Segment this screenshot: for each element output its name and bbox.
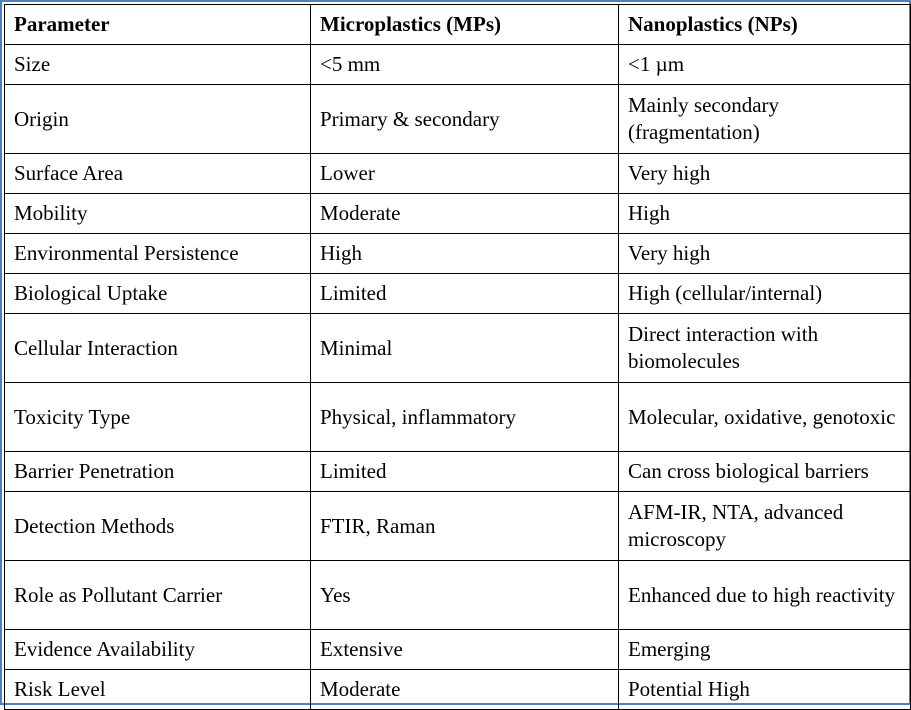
nanoplastics-cell: Mainly secondary (fragmentation)	[619, 85, 911, 154]
parameter-cell: Biological Uptake	[5, 274, 311, 314]
parameter-cell: Risk Level	[5, 670, 311, 710]
parameter-cell: Evidence Availability	[5, 630, 311, 670]
nanoplastics-cell: Can cross biological barriers	[619, 452, 911, 492]
parameter-cell: Environmental Persistence	[5, 234, 311, 274]
nanoplastics-cell: AFM-IR, NTA, advanced microscopy	[619, 492, 911, 561]
nanoplastics-cell: Very high	[619, 154, 911, 194]
table-row	[5, 194, 911, 234]
parameter-cell: Barrier Penetration	[5, 452, 311, 492]
parameter-cell: Toxicity Type	[5, 383, 311, 452]
microplastics-cell: Lower	[311, 154, 619, 194]
parameter-cell: Detection Methods	[5, 492, 311, 561]
table-row	[5, 383, 911, 452]
microplastics-cell: Physical, inflammatory	[311, 383, 619, 452]
header-parameter: Parameter	[5, 5, 311, 45]
parameter-cell: Origin	[5, 85, 311, 154]
parameter-cell: Role as Pollutant Carrier	[5, 561, 311, 630]
header-nanoplastics: Nanoplastics (NPs)	[619, 5, 911, 45]
microplastics-cell: Extensive	[311, 630, 619, 670]
parameter-cell: Size	[5, 45, 311, 85]
table-row	[5, 314, 911, 383]
microplastics-cell: Minimal	[311, 314, 619, 383]
header-row	[5, 5, 911, 45]
table-row	[5, 45, 911, 85]
table-row	[5, 452, 911, 492]
microplastics-cell: Yes	[311, 561, 619, 630]
microplastics-cell: <5 mm	[311, 45, 619, 85]
table-row	[5, 561, 911, 630]
nanoplastics-cell: Enhanced due to high reactivity	[619, 561, 911, 630]
parameter-cell: Surface Area	[5, 154, 311, 194]
microplastics-cell: Limited	[311, 452, 619, 492]
microplastics-cell: FTIR, Raman	[311, 492, 619, 561]
table-row	[5, 85, 911, 154]
table-row	[5, 492, 911, 561]
table-row	[5, 670, 911, 710]
header-microplastics: Microplastics (MPs)	[311, 5, 619, 45]
microplastics-cell: Moderate	[311, 194, 619, 234]
table-row	[5, 630, 911, 670]
microplastics-cell: Moderate	[311, 670, 619, 710]
table-row	[5, 234, 911, 274]
comparison-table	[4, 4, 911, 710]
nanoplastics-cell: High (cellular/internal)	[619, 274, 911, 314]
nanoplastics-cell: Direct interaction with biomolecules	[619, 314, 911, 383]
nanoplastics-cell: Very high	[619, 234, 911, 274]
microplastics-cell: High	[311, 234, 619, 274]
nanoplastics-cell: Potential High	[619, 670, 911, 710]
nanoplastics-cell: Emerging	[619, 630, 911, 670]
microplastics-cell: Primary & secondary	[311, 85, 619, 154]
parameter-cell: Mobility	[5, 194, 311, 234]
parameter-cell: Cellular Interaction	[5, 314, 311, 383]
microplastics-cell: Limited	[311, 274, 619, 314]
nanoplastics-cell: High	[619, 194, 911, 234]
table-row	[5, 154, 911, 194]
table-row	[5, 274, 911, 314]
nanoplastics-cell: <1 µm	[619, 45, 911, 85]
nanoplastics-cell: Molecular, oxidative, genotoxic	[619, 383, 911, 452]
